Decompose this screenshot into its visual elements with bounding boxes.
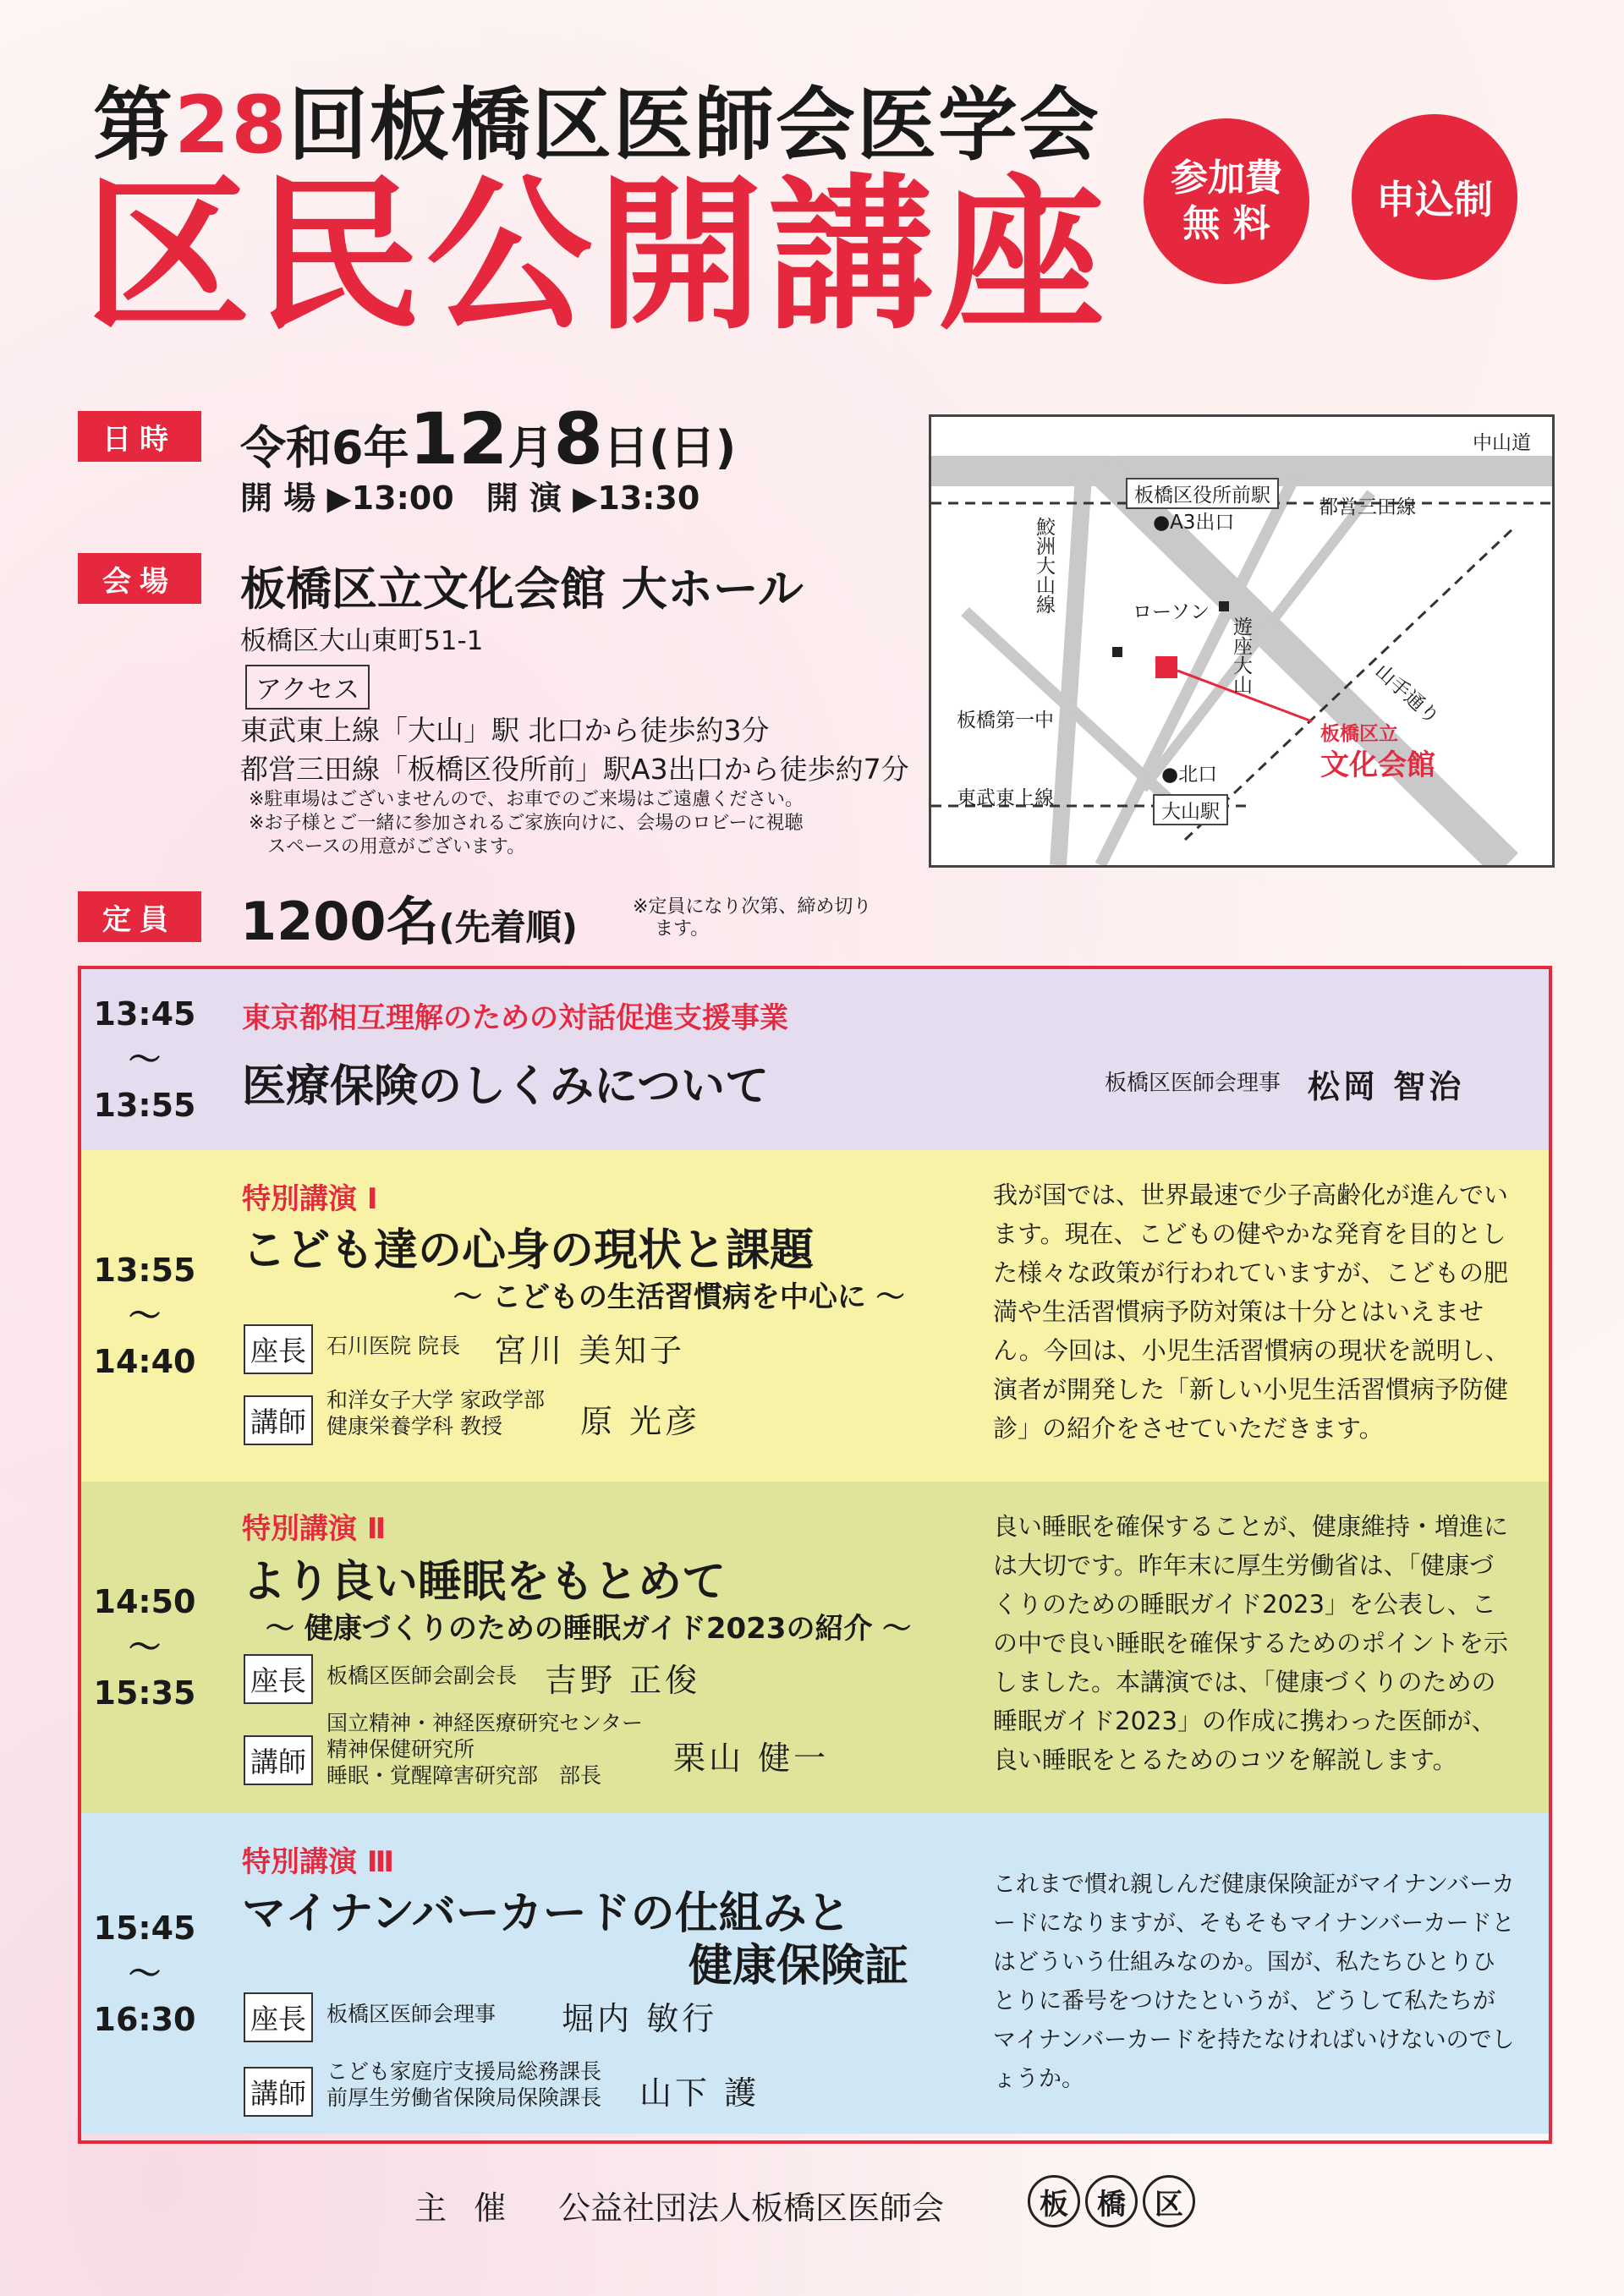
- free-admission-badge: 参加費 無 料: [1144, 118, 1309, 284]
- map-label-venue-2: 文化会館: [1320, 748, 1435, 782]
- map-label-school: 板橋第一中: [957, 710, 1054, 732]
- date-label: 日時: [78, 411, 201, 462]
- session-3: [81, 1482, 1549, 1813]
- session-1-time: 13:45 〜 13:55: [93, 995, 196, 1124]
- session-2-title: こども達の心身の現状と課題: [242, 1225, 815, 1276]
- session-4-description: これまで慣れ親しんだ健康保険証がマイナンバーカードになりますが、そもそもマイナンバーカードとはどういう仕組みなのか。国が、私たちひとりひとりに番号をつけたというが、どうして私たちがマイナンバーカードを持たなければいけないのでしょうか。: [993, 1871, 1515, 2092]
- session-4-label: 特別講演 Ⅲ: [242, 1845, 394, 1879]
- session-4-chair-name: 堀内 敏行: [562, 2000, 718, 2037]
- map-label-yuza-oyama: 遊座大山: [1230, 616, 1252, 694]
- map-label-a3-exit: ●A3出口: [1153, 512, 1235, 534]
- session-4-lecturer-role: 講師: [244, 2067, 313, 2117]
- session-2: [81, 1150, 1549, 1482]
- session-3-chair-affiliation: 板橋区医師会副会長: [326, 1663, 518, 1688]
- map-label-mita-line: 都営三田線: [1319, 496, 1416, 518]
- map-label-itabashi-station: 板橋区役所前駅: [1126, 478, 1279, 509]
- session-4-lecturer-name: 山下 護: [639, 2074, 760, 2112]
- session-3-description: 良い睡眠を確保することが、健康維持・増進には大切です。昨年末に厚生労働省は、「健康づくりのための睡眠ガイド2023」を公表し、この中で良い睡眠を確保するためのポイントを示しました。本講演では、「健康づくりのための睡眠ガイド2023」の作成に携わった医師が、良い睡眠をとるためのコツを解説します。: [993, 1512, 1509, 1774]
- session-4-title-line1: マイナンバーカードの仕組みと: [242, 1888, 851, 1939]
- family-note: ※お子様とご一緒に参加されるご家族向けに、会場のロビーに視聴: [249, 813, 804, 834]
- session-4-lecturer-affiliation: こども家庭庁支援局総務課長 前厚生労働省保険局保険課長: [326, 2059, 602, 2110]
- session-2-lecturer-affiliation: 和洋女子大学 家政学部 健康栄養学科 教授: [326, 1388, 545, 1438]
- venue-label: 会場: [78, 553, 201, 604]
- session-2-chair-role: 座長: [244, 1324, 313, 1374]
- session-3-subtitle: 〜 健康づくりのための睡眠ガイド2023の紹介 〜: [266, 1612, 912, 1646]
- session-4: [81, 1813, 1549, 2134]
- session-3-chair-role: 座長: [244, 1654, 313, 1704]
- session-4-title-line2: 健康保険証: [689, 1941, 909, 1992]
- map-label-yamate: 山手通り: [1370, 660, 1444, 729]
- session-2-chair-affiliation: 石川医院 院長: [326, 1334, 460, 1358]
- session-2-chair-name: 宮川 美知子: [494, 1332, 686, 1369]
- access-route-1: 東武東上線「大山」駅 北口から徒歩約3分: [240, 714, 770, 747]
- itabashi-ward-logo: 板 橋 区: [1028, 2175, 1195, 2228]
- session-3-lecturer-affiliation: 国立精神・神経医療研究センター 精神保健研究所 睡眠・覚醒障害研究部 部長: [326, 1711, 644, 1788]
- registration-required-badge: 申込制: [1352, 114, 1517, 280]
- map-label-samesu-road: 鮫洲大山線: [1033, 517, 1055, 614]
- session-3-lecturer-role: 講師: [244, 1735, 313, 1785]
- map-label-oyama-station: 大山駅: [1153, 794, 1228, 825]
- session-1-speaker-name: 松岡 智治: [1308, 1068, 1465, 1105]
- event-series-title: 第28回板橋区医師会医学会: [93, 79, 1100, 172]
- capacity-note: ※定員になり次第、締め切り ます。: [633, 896, 872, 940]
- session-2-label: 特別講演 Ⅰ: [242, 1182, 378, 1216]
- session-2-lecturer-name: 原 光彦: [580, 1403, 701, 1440]
- venue-name: 板橋区立文化会館 大ホール: [240, 562, 804, 616]
- map-label-north-exit: ●北口: [1161, 764, 1218, 786]
- map-label-tobu-line: 東武東上線: [957, 787, 1054, 809]
- parking-note: ※駐車場はございませんので、お車でのご来場はご遠慮ください。: [249, 789, 804, 810]
- host-label: 主 催: [414, 2189, 515, 2227]
- session-1-label: 東京都相互理解のための対話促進支援事業: [242, 1001, 788, 1035]
- access-label: アクセス: [245, 665, 370, 710]
- map-label-lawson: ローソン: [1133, 601, 1210, 623]
- session-4-chair-affiliation: 板橋区医師会理事: [326, 2002, 497, 2026]
- session-2-subtitle: 〜 こどもの生活習慣病を中心に 〜: [453, 1280, 905, 1314]
- map-label-nakasendo: 中山道: [1473, 432, 1531, 454]
- host-organization: 公益社団法人板橋区医師会: [558, 2189, 945, 2227]
- session-3-chair-name: 吉野 正俊: [545, 1662, 701, 1699]
- session-1-title: 医療保険のしくみについて: [242, 1061, 769, 1112]
- map-label-venue-1: 板橋区立: [1320, 723, 1398, 745]
- session-1-speaker-affiliation: 板橋区医師会理事: [1105, 1071, 1281, 1096]
- session-3-title: より良い睡眠をもとめて: [242, 1557, 727, 1608]
- capacity: 1200名(先着順): [240, 890, 578, 952]
- session-3-label: 特別講演 Ⅱ: [242, 1512, 387, 1546]
- venue-address: 板橋区大山東町51-1: [240, 626, 484, 656]
- event-times: 開 場 ▶13:00 開 演 ▶13:30: [240, 479, 700, 517]
- access-route-2: 都営三田線「板橋区役所前」駅A3出口から徒歩約7分: [240, 753, 909, 786]
- session-2-time: 13:55 〜 14:40: [93, 1252, 196, 1380]
- session-2-lecturer-role: 講師: [244, 1395, 313, 1445]
- session-4-chair-role: 座長: [244, 1992, 313, 2042]
- program-schedule: [78, 966, 1552, 2144]
- event-date: 令和6年12月8日(日): [240, 397, 737, 480]
- session-3-lecturer-name: 栗山 健一: [673, 1740, 830, 1777]
- session-2-description: 我が国では、世界最速で少子高齢化が進んでいます。現在、こどもの健やかな発育を目的とした様々な政策が行われていますが、こどもの肥満や生活習慣病予防対策は十分とはいえません。今回は、小児生活習慣病の現状を説明し、演者が開発した「新しい小児生活習慣病予防健診」の紹介をさせていただきます。: [993, 1181, 1510, 1443]
- session-3-time: 14:50 〜 15:35: [93, 1583, 196, 1712]
- main-title: 区民公開講座: [85, 160, 1111, 353]
- capacity-label: 定員: [78, 891, 201, 942]
- session-1: [81, 969, 1549, 1150]
- family-note-cont: スペースの用意がございます。: [267, 836, 526, 858]
- session-4-time: 15:45 〜 16:30: [93, 1909, 196, 2038]
- access-map: [929, 414, 1555, 868]
